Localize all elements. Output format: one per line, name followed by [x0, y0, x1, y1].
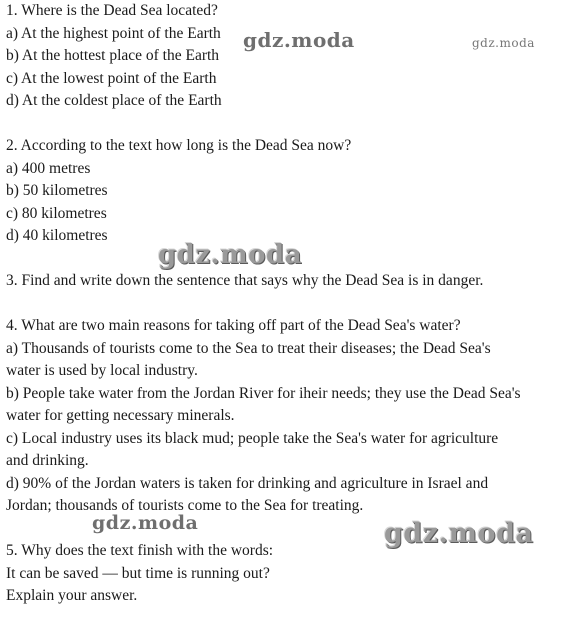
question-4-option-c-line-2: and drinking.	[6, 452, 89, 469]
question-4-option-b-line-2: water for getting necessary minerals.	[6, 407, 235, 424]
question-4-option-d-line-2: Jordan; thousands of tourists come to the Sea for treating.	[6, 497, 364, 514]
question-4-prompt: 4. What are two main reasons for taking off part of the Dead Sea's water?	[6, 317, 461, 334]
question-1-option-d: d) At the coldest place of the Earth	[6, 92, 222, 109]
question-4-option-a-line-2: water is used by local industry.	[6, 362, 198, 379]
question-2-option-a: a) 400 metres	[6, 159, 91, 177]
question-3-prompt: 3. Find and write down the sentence that says why the Dead Sea is in danger.	[6, 272, 484, 289]
watermark: gdz.moda	[384, 518, 534, 549]
question-2-option-c: c) 80 kilometres	[6, 204, 107, 222]
question-4-option-c-line-1: c) Local industry uses its black mud; people take the Sea's water for agriculture	[6, 429, 499, 447]
question-4-option-a-line-1: a) Thousands of tourists come to the Sea to treat their diseases; the Dead Sea's	[6, 339, 491, 357]
question-1-option-c: c) At the lowest point of the Earth	[6, 69, 217, 87]
watermark: gdz.moda	[472, 36, 535, 50]
watermark: gdz.moda	[243, 28, 355, 52]
question-2-option-d: d) 40 kilometres	[6, 227, 108, 244]
question-4-option-d-line-1: d) 90% of the Jordan waters is taken for drinking and agriculture in Israel and	[6, 474, 489, 492]
question-5-prompt-line-1: 5. Why does the text finish with the words:	[6, 542, 274, 559]
question-1-option-b: b) At the hottest place of the Earth	[6, 47, 220, 64]
question-1-prompt: 1. Where is the Dead Sea located?	[6, 2, 218, 19]
watermark: gdz.moda	[92, 512, 199, 534]
question-2-prompt: 2. According to the text how long is the Dead Sea now?	[6, 137, 352, 154]
worksheet	[6, 0, 572, 608]
watermark: gdz.moda	[158, 240, 303, 270]
question-2-option-b: b) 50 kilometres	[6, 182, 108, 199]
question-1-option-a: a) At the highest point of the Earth	[6, 24, 221, 42]
question-5-prompt-line-3: Explain your answer.	[6, 587, 138, 604]
question-5-prompt-line-2: It can be saved — but time is running out?	[6, 564, 270, 582]
question-4-option-b-line-1: b) People take water from the Jordan River for iheir needs; they use the Dead Sea's	[6, 384, 521, 402]
